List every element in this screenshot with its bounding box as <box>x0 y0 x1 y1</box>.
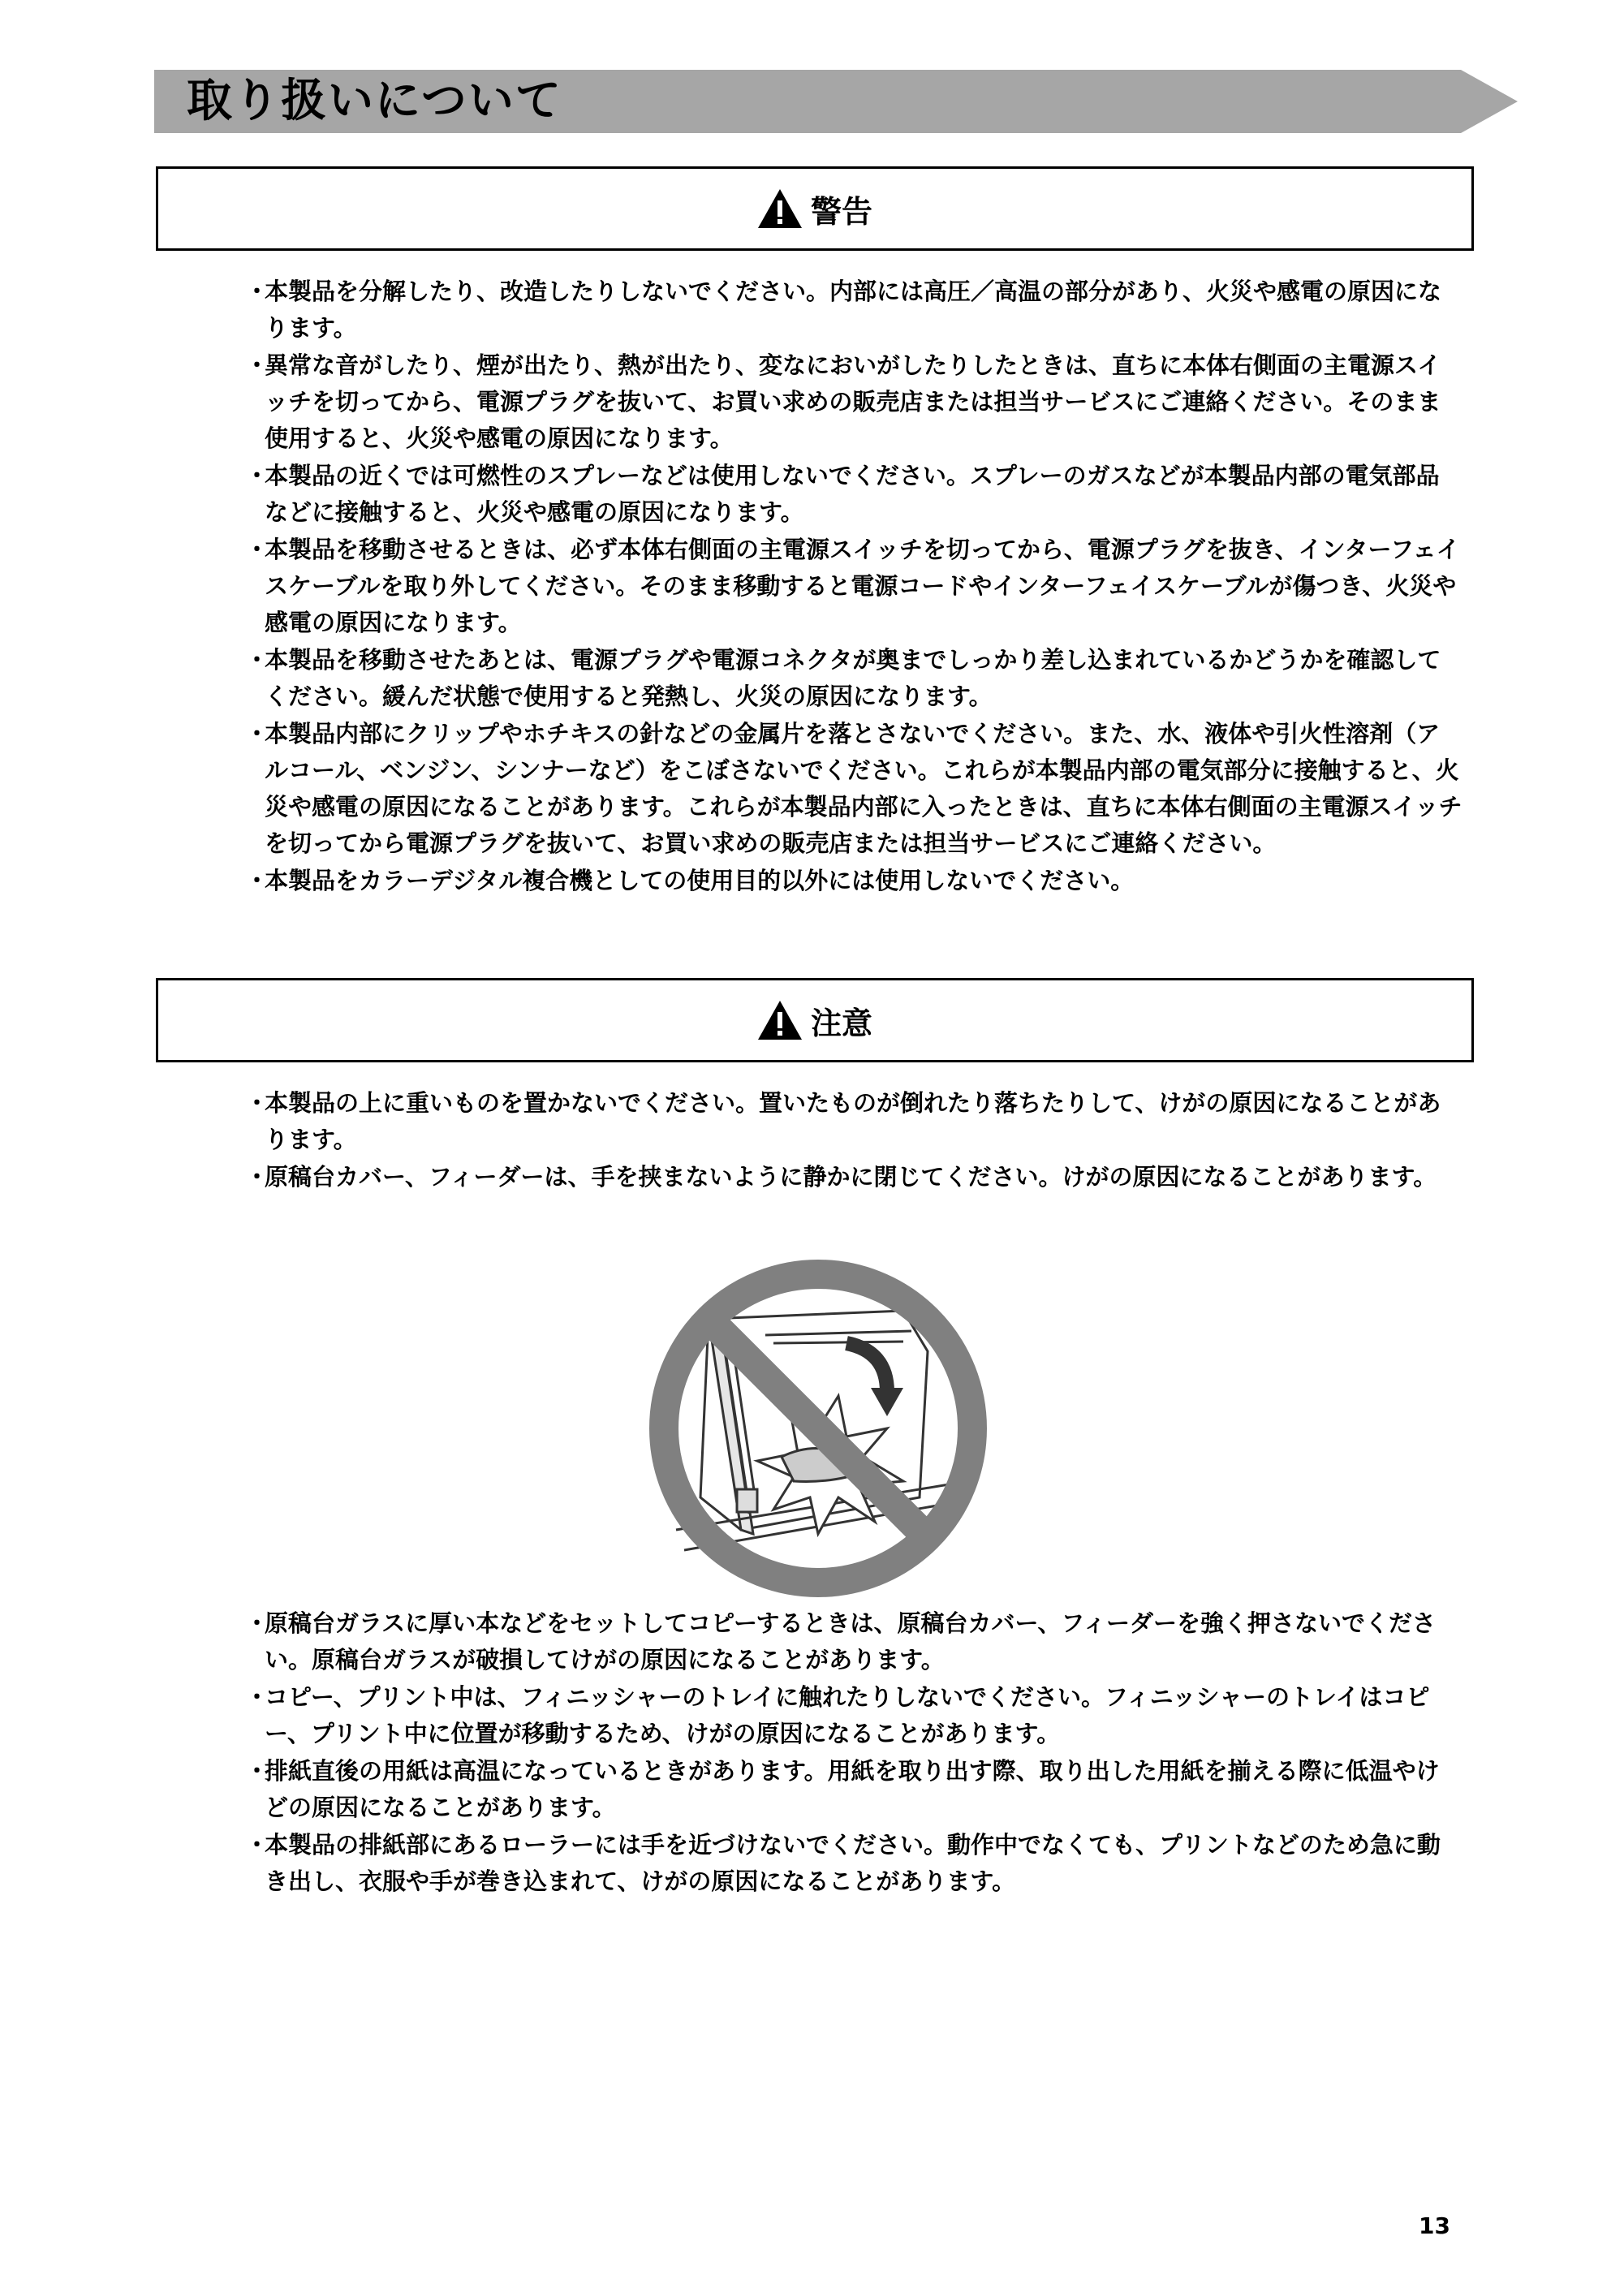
caution-item-text: 本製品の排紙部にあるローラーには手を近づけないでください。動作中でなくても、プリントなどのため急に動き出し、衣服や手が巻き込まれて、けがの原因になることがあります。 <box>265 1831 1441 1895</box>
warning-list <box>245 274 1462 900</box>
bullet-dot: ・ <box>245 462 269 489</box>
caution-item <box>245 1085 1462 1158</box>
caution-item <box>245 1827 1462 1900</box>
warning-item <box>245 716 1462 862</box>
warning-item-text: 本製品を分解したり、改造したりしないでください。内部には高圧／高温の部分があり、火災や感電の原因になります。 <box>265 278 1442 342</box>
caution-item <box>245 1753 1462 1826</box>
caution-item-text: 本製品の上に重いものを置かないでください。置いたものが倒れたり落ちたりして、けがの原因になることがあります。 <box>265 1089 1441 1153</box>
warning-box <box>156 166 1474 251</box>
caution-item <box>245 1679 1462 1752</box>
warning-item <box>245 863 1462 899</box>
warning-item-text: 異常な音がしたり、煙が出たり、熱が出たり、変なにおいがしたりしたときは、直ちに本体右側面の主電源スイッチを切ってから、電源プラグを抜いて、お買い求めの販売店または担当サービスにご連絡ください。そのまま使用すると、火災や感電の原因になります。 <box>265 351 1441 452</box>
warning-item-text: 本製品の近くでは可燃性のスプレーなどは使用しないでください。スプレーのガスなどが本製品内部の電気部品などに接触すると、火災や感電の原因になります。 <box>265 462 1440 526</box>
bullet-dot: ・ <box>245 1609 269 1637</box>
bullet-dot: ・ <box>245 1683 269 1711</box>
caution-box <box>156 978 1474 1062</box>
caution-item-text: コピー、プリント中は、フィニッシャーのトレイに触れたりしないでください。フィニッシャーのトレイはコピー、プリント中に位置が移動するため、けがの原因になることがあります。 <box>265 1683 1430 1747</box>
warning-item <box>245 532 1462 641</box>
caution-label: 注意 <box>810 1005 872 1041</box>
warning-item <box>245 347 1462 457</box>
caution-item-text: 原稿台カバー、フィーダーは、手を挟まないように静かに閉じてください。けがの原因になることがあります。 <box>265 1163 1437 1191</box>
warning-item <box>245 642 1462 715</box>
bullet-dot: ・ <box>245 646 269 674</box>
warning-item-text: 本製品を移動させたあとは、電源プラグや電源コネクタが奥までしっかり差し込まれているかどうかを確認してください。緩んだ状態で使用すると発熱し、火災の原因になります。 <box>265 646 1441 710</box>
warning-item-text: 本製品を移動させるときは、必ず本体右側面の主電源スイッチを切ってから、電源プラグを抜き、インターフェイスケーブルを取り外してください。そのまま移動すると電源コードやインターフェイスケーブルが傷つき、火災や感電の原因になります。 <box>265 536 1460 636</box>
warning-item-text: 本製品内部にクリップやホチキスの針などの金属片を落とさないでください。また、水、液体や引火性溶剤（アルコール、ベンジン、シンナーなど）をこぼさないでください。これらが本製品内部の電気部分に接触すると、火災や感電の原因になることがあります。これらが本製品内部に入ったときは、直ちに本体右側面の主電源スイッチを切ってから電源プラグを抜いて、お買い求めの販売店または担当サービスにご連絡ください。 <box>265 720 1462 857</box>
caution-triangle-icon <box>757 1000 803 1040</box>
warning-triangle-icon <box>757 188 803 229</box>
bullet-dot: ・ <box>245 1831 269 1859</box>
caution-list-top <box>245 1085 1462 1196</box>
title-banner <box>154 70 1518 133</box>
warning-item-text: 本製品をカラーデジタル複合機としての使用目的以外には使用しないでください。 <box>265 867 1135 894</box>
caution-item-text: 排紙直後の用紙は高温になっているときがあります。用紙を取り出す際、取り出した用紙を揃える際に低温やけどの原因になることがあります。 <box>265 1757 1440 1821</box>
caution-list-bottom <box>245 1605 1462 1901</box>
warning-item <box>245 458 1462 531</box>
bullet-dot: ・ <box>245 536 269 563</box>
bullet-dot: ・ <box>245 278 269 305</box>
bullet-dot: ・ <box>245 351 269 379</box>
bullet-dot: ・ <box>245 867 269 894</box>
caution-item <box>245 1159 1462 1195</box>
page-title: 取り扱いについて <box>187 75 562 127</box>
bullet-dot: ・ <box>245 1089 269 1117</box>
no-hand-pinch-illustration <box>644 1254 993 1603</box>
bullet-dot: ・ <box>245 1163 269 1191</box>
caution-item <box>245 1605 1462 1678</box>
bullet-dot: ・ <box>245 1757 269 1785</box>
prohibition-icon <box>644 1254 993 1603</box>
bullet-dot: ・ <box>245 720 269 747</box>
warning-label: 警告 <box>810 193 872 230</box>
caution-item-text: 原稿台ガラスに厚い本などをセットしてコピーするときは、原稿台カバー、フィーダーを強く押さないでください。原稿台ガラスが破損してけがの原因になることがあります。 <box>265 1609 1437 1674</box>
warning-item <box>245 274 1462 347</box>
page-number: 13 <box>1419 2212 1450 2239</box>
